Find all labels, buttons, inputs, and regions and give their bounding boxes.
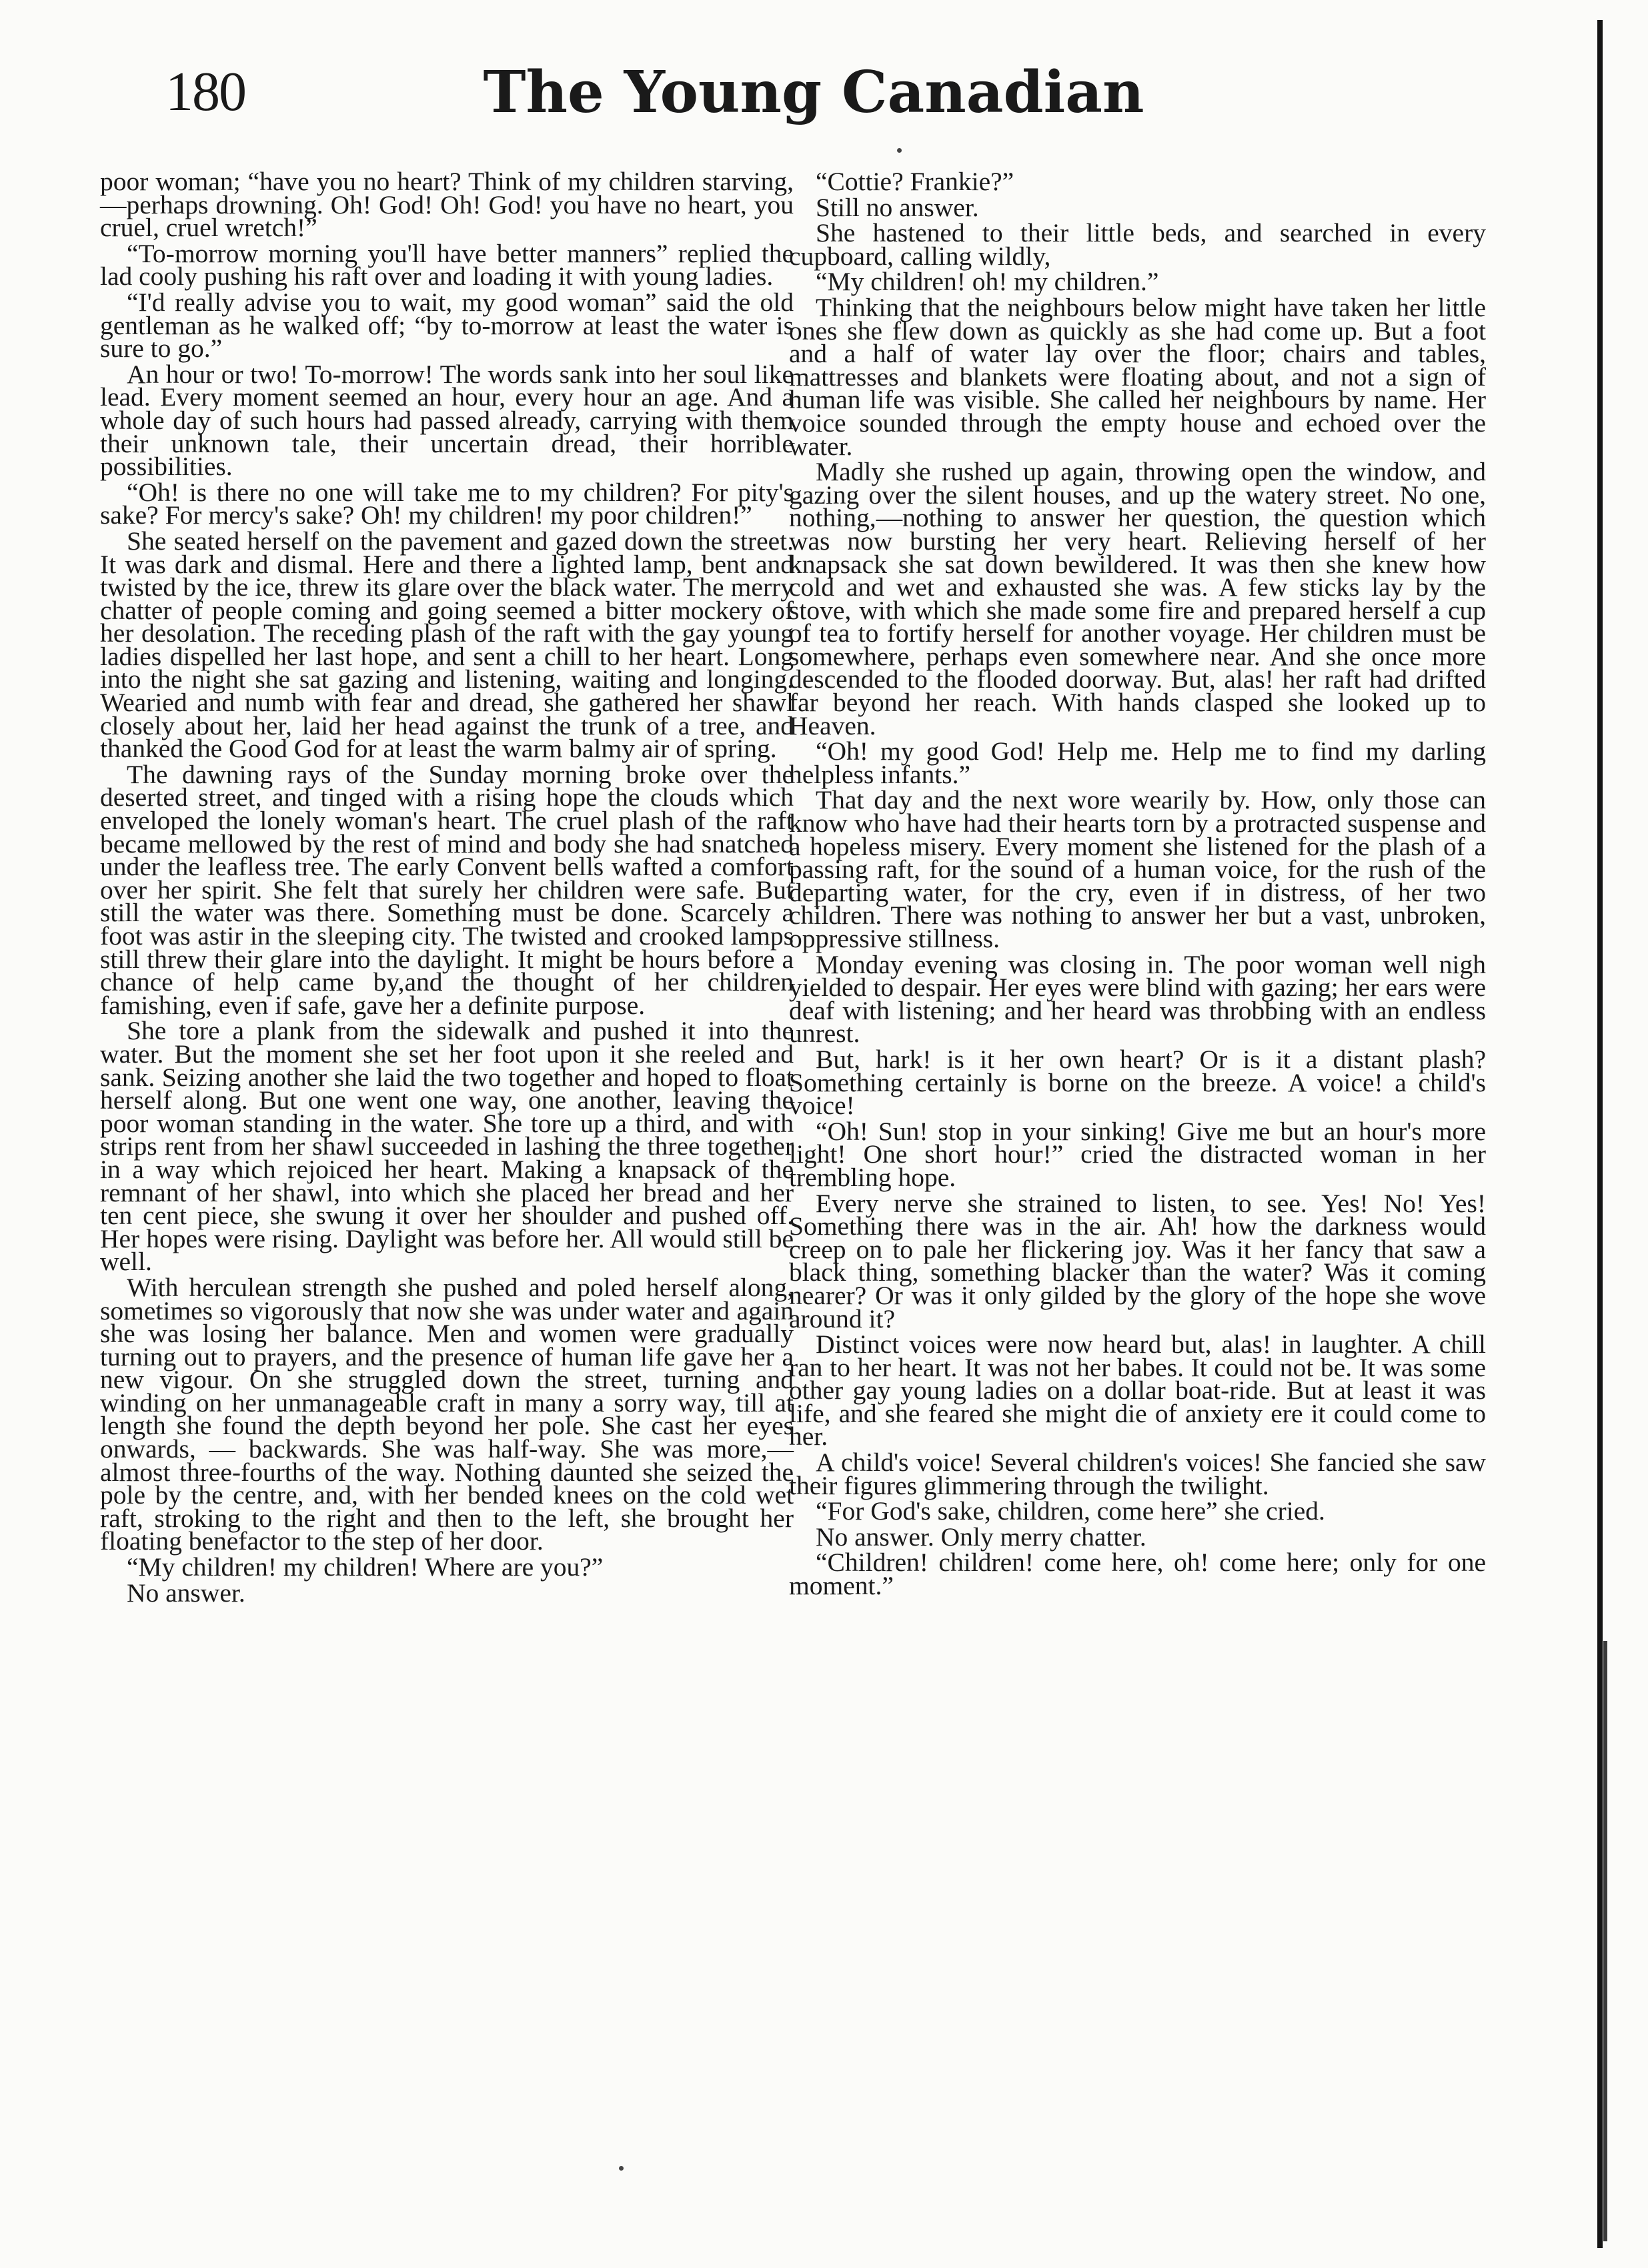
paragraph: Still no answer. bbox=[816, 192, 979, 222]
paragraph: “My children! oh! my children.” bbox=[816, 267, 1159, 297]
paragraph: “Oh! my good God! Help me. Help me to find my darling helpless infants.” bbox=[789, 736, 1486, 789]
paragraph: No answer. bbox=[127, 1578, 245, 1608]
paragraph: “For God's sake, children, come here” she cried. bbox=[816, 1496, 1325, 1526]
paragraph: poor woman; “have you no heart? Think of my children starving, —perhaps drowning. Oh! God! Oh! God! you have no heart, you cruel, cruel wretch!” bbox=[100, 167, 794, 243]
paragraph: “Oh! Sun! stop in your sinking! Give me but an hour's more light! One short hour!” cried the distracted woman in her trembling hope. bbox=[789, 1116, 1486, 1192]
paragraph: But, hark! is it her own heart? Or is it a distant plash? Something certainly is borne on the breeze. A voice! a child's voice! bbox=[789, 1044, 1486, 1121]
paragraph: She seated herself on the pavement and gazed down the street. It was dark and dismal. Here and there a lighted lamp, bent and twisted by the ice, threw its glare over the black water. The merry chatter of people coming and going seemed a bitter mockery of her desolation. The receding plash of the raft with the gay young ladies dispelled her last hope, and sent a chill to her heart. Long into the night she sat gazing and listening, waiting and longing. Wearied and numb with fear and dread, she gathered her shawl closely about her, laid her head against the trunk of a tree, and thanked the Good God for at least the warm balmy air of spring. bbox=[100, 526, 794, 764]
paragraph: “I'd really advise you to wait, my good woman” said the old gentleman as he walked off; “by to-morrow at least the water is sure to go.” bbox=[100, 287, 794, 364]
paragraph: Monday evening was closing in. The poor woman well nigh yielded to despair. Her eyes were blind with gazing; her ears were deaf with listening; and her heard was throbbing with an endless unrest. bbox=[789, 949, 1486, 1049]
paragraph: Distinct voices were now heard but, alas! in laughter. A chill ran to her heart. It was not her babes. It could not be. It was some other gay young ladies on a dollar boat-ride. But at least it was life, and she feared she might die of anxiety ere it could come to her. bbox=[789, 1329, 1486, 1452]
page-edge-shadow bbox=[1603, 1641, 1607, 2241]
paragraph: Thinking that the neighbours below might have taken her little ones she flew down as quickly as she had come up. But a foot and a half of water lay over the floor; chairs and tables, mattresses and blankets were floating about, and not a sign of human life was visible. She called her neighbours by name. Her voice sounded through the empty house and echoed over the water. bbox=[789, 292, 1486, 461]
paragraph: “To-morrow morning you'll have better manners” replied the lad cooly pushing his raft over and loading it with young ladies. bbox=[100, 238, 794, 292]
paragraph: “My children! my children! Where are you?” bbox=[127, 1552, 604, 1582]
paragraph: “Cottie? Frankie?” bbox=[816, 167, 1014, 196]
paragraph: An hour or two! To-morrow! The words sank into her soul like lead. Every moment seemed an hour, every hour an age. And a whole day of such hours had passed already, carrying with them their unknown tale, their uncertain dread, their horrible possibilities. bbox=[100, 359, 794, 482]
page-number: 180 bbox=[165, 61, 245, 123]
paragraph: “Children! children! come here, oh! come here; only for one moment.” bbox=[789, 1548, 1486, 1601]
paragraph: She tore a plank from the sidewalk and pushed it into the water. But the moment she set her foot upon it she reeled and sank. Seizing another she laid the two together and hoped to float herself along. But one went one way, one another, leaving the poor woman standing in the water. She tore up a third, and with strips rent from her shawl succeeded in lashing the three together in a way which rejoiced her heart. Making a knapsack of the remnant of her shawl, into which she placed her bread and her ten cent piece, she swung it over her shoulder and pushed off. Her hopes were rising. Daylight was before her. All would still be well. bbox=[100, 1016, 794, 1277]
journal-title: The Young Canadian bbox=[483, 59, 1144, 126]
left-column bbox=[100, 167, 794, 1608]
paragraph: “Oh! is there no one will take me to my children? For pity's sake? For mercy's sake? Oh! my children! my poor children!” bbox=[100, 477, 794, 530]
paragraph: No answer. Only merry chatter. bbox=[816, 1522, 1146, 1552]
print-speck bbox=[619, 2166, 624, 2171]
print-speck bbox=[897, 148, 902, 153]
paragraph: The dawning rays of the Sunday morning broke over the deserted street, and tinged with a rising hope the clouds which enveloped the lonely woman's heart. The cruel plash of the raft became mellowed by the rest of mind and body she had snatched under the leafless tree. The early Convent bells wafted a comfort over her spirit. She felt that surely her children were safe. But still the water was there. Something must be done. Scarcely a foot was astir in the sleeping city. The twisted and crooked lamps still threw their glare into the daylight. It might be hours before a chance of help came by,and the thought of her children famishing, even if safe, gave her a definite purpose. bbox=[100, 759, 794, 1020]
paragraph: Every nerve she strained to listen, to see. Yes! No! Yes! Something there was in the air. Ah! how the darkness would creep on to pale her flickering joy. Was it her fancy that saw a black thing, something blacker than the water? Was it coming nearer? Or was it only gilded by the glory of the hope she wove around it? bbox=[789, 1188, 1486, 1333]
right-column bbox=[789, 167, 1486, 1601]
paragraph: That day and the next wore wearily by. How, only those can know who have had their hearts torn by a protracted suspense and a hopeless misery. Every moment she listened for the plash of a passing raft, for the sound of a human voice, for the rush of the departing water, for the cry, even if in distress, of her two children. There was nothing to answer her but a vast, unbroken, oppressive stillness. bbox=[789, 785, 1486, 953]
paragraph: She hastened to their little beds, and searched in every cupboard, calling wildly, bbox=[789, 218, 1486, 271]
page-edge-rule bbox=[1597, 20, 1603, 2248]
paragraph: A child's voice! Several children's voices! She fancied she saw their figures glimmering through the twilight. bbox=[789, 1448, 1486, 1500]
paragraph: With herculean strength she pushed and poled herself along, sometimes so vigorously that now she was under water and again she was losing her balance. Men and women were gradually turning out to prayers, and the presence of human life gave her a new vigour. On she struggled down the street, turning and winding on her unmanageable craft in many a sorry way, till at length she found the depth beyond her pole. She cast her eyes onwards, — backwards. She was half-way. She was more,—almost three-fourths of the way. Nothing daunted she seized the pole by the centre, and, with her bended knees on the cold wet raft, stroking to the right and then to the left, she brought her floating benefactor to the step of her door. bbox=[100, 1272, 794, 1556]
paragraph: Madly she rushed up again, throwing open the window, and gazing over the silent houses, and up the watery street. No one, nothing,—nothing to answer her question, the question which was now bursting her very heart. Relieving herself of her knapsack she sat down bewildered. It was then she knew how cold and wet and exhausted she was. A few sticks lay by the stove, with which she made some fire and prepared herself a cup of tea to fortify herself for another voyage. Her children must be somewhere, perhaps even somewhere near. And she once more descended to the flooded doorway. But, alas! her raft had drifted far beyond her reach. With hands clasped she looked up to Heaven. bbox=[789, 457, 1486, 740]
